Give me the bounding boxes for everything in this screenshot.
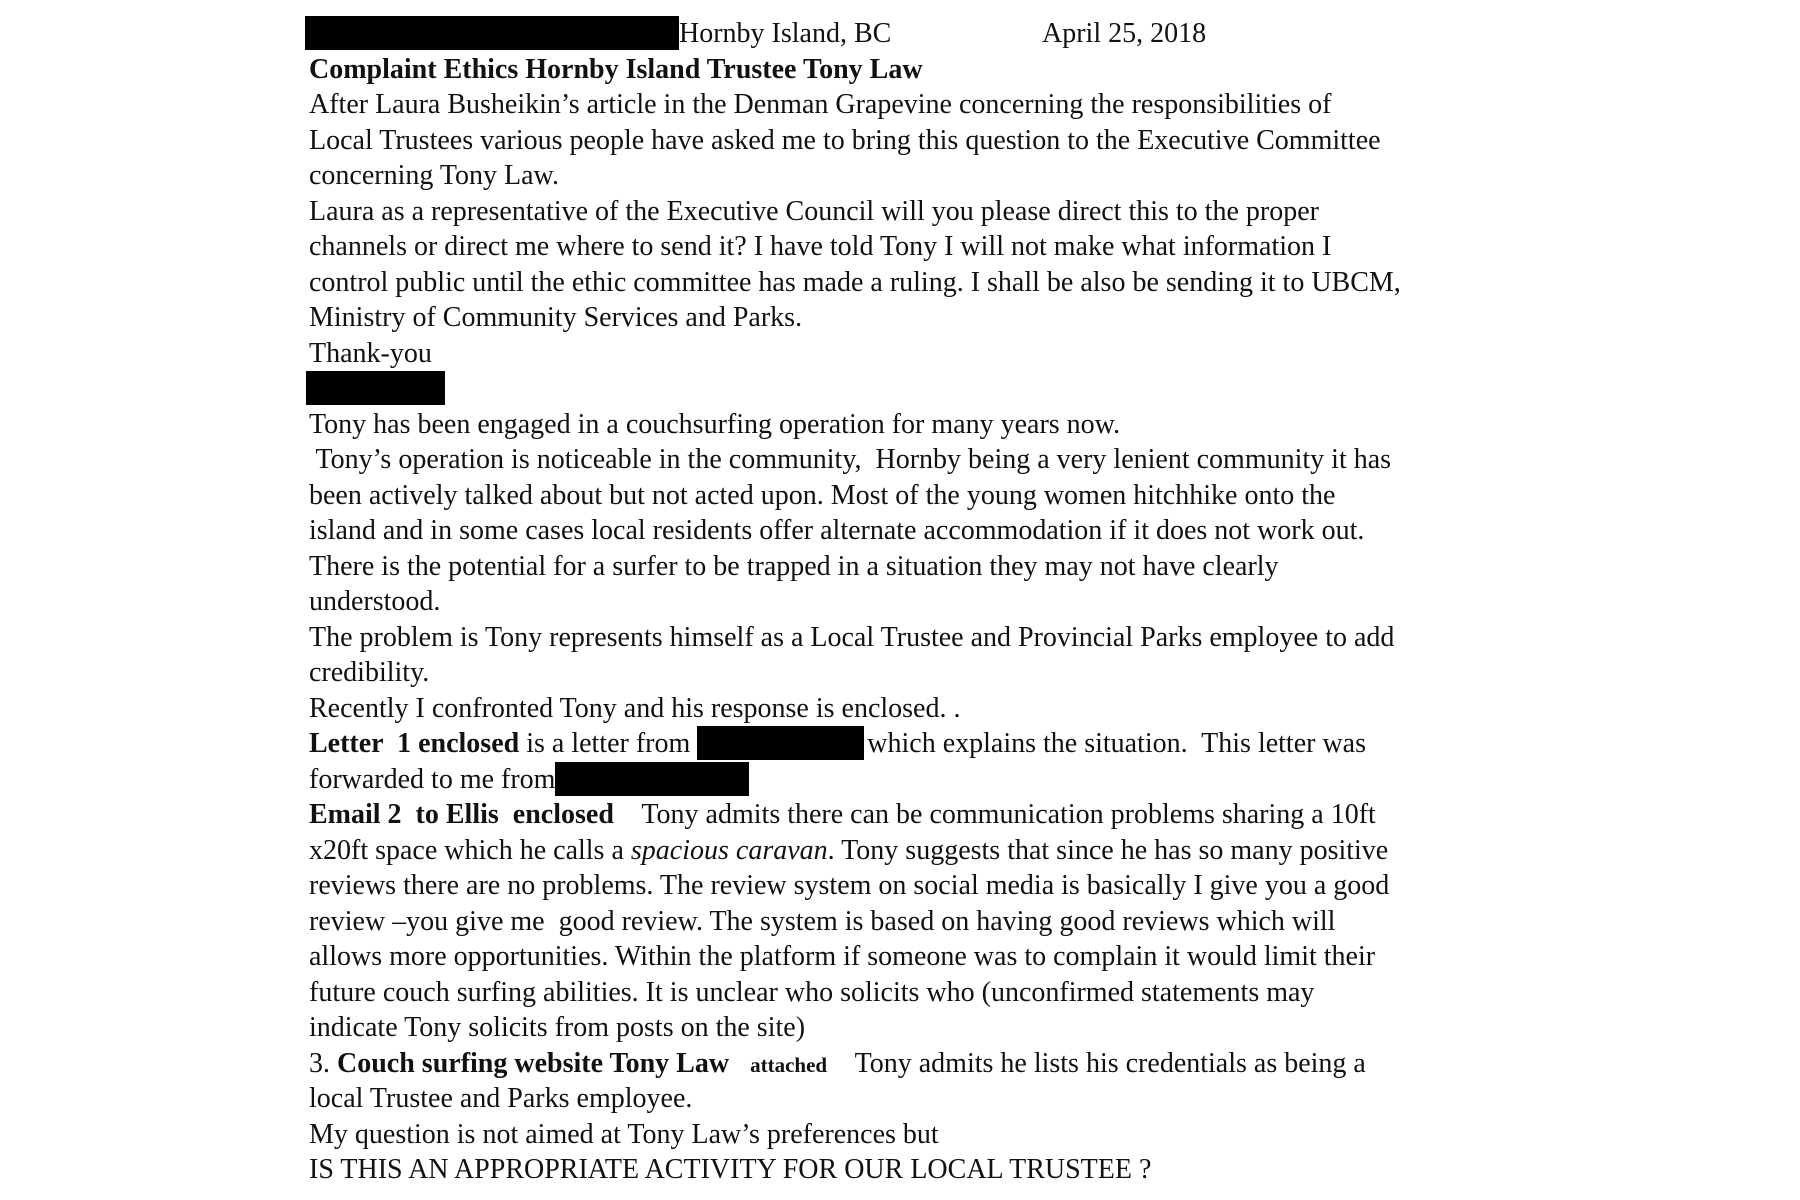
intro-line: Thank-you <box>309 337 432 369</box>
redaction-bar <box>697 726 864 760</box>
intro-line: concerning Tony Law. <box>309 160 559 191</box>
header-line <box>309 16 1509 52</box>
body-line: Tony has been engaged in a couchsurfing operation for many years now. <box>309 408 1121 440</box>
intro-line: channels or direct me where to send it? I have told Tony I will not make what information I <box>309 231 1332 262</box>
redaction-bar <box>306 371 445 405</box>
redaction-bar <box>305 16 679 50</box>
email2-line: future couch surfing abilities. It is unclear who solicits who (unconfirmed statements may <box>309 976 1315 1008</box>
email2-label: Email 2 to Ellis enclosed <box>309 799 614 830</box>
letter1-label: Letter 1 enclosed <box>309 728 520 759</box>
intro-line: After Laura Busheikin’s article in the Denman Grapevine concerning the responsibilities of <box>309 89 1332 120</box>
email2-text: . Tony suggests that since he has so many positive <box>827 834 1389 866</box>
header-date: April 25, 2018 <box>1042 18 1207 49</box>
body-line: credibility. <box>309 657 430 688</box>
email2-line <box>309 797 1509 833</box>
body-line: been actively talked about but not acted upon. Most of the young women hitchhike onto the <box>309 479 1336 511</box>
body-line: Recently I confronted Tony and his response is enclosed. . <box>309 692 961 724</box>
letter1-text: which explains the situation. This letter was <box>867 728 1367 759</box>
item3-line: local Trustee and Parks employee. <box>309 1083 693 1114</box>
email2-line: indicate Tony solicits from posts on the site) <box>309 1012 806 1043</box>
item3-line <box>309 1046 1509 1082</box>
header-location: Hornby Island, BC <box>679 18 892 49</box>
letter1-text: is a letter from <box>519 728 698 759</box>
intro-line: Laura as a representative of the Executive Council will you please direct this to the proper <box>309 195 1319 227</box>
email2-line <box>309 833 1509 869</box>
intro-line: Ministry of Community Services and Parks. <box>309 302 803 333</box>
body-line: The problem is Tony represents himself as a Local Trustee and Provincial Parks employee to add <box>309 621 1395 653</box>
closing-line: IS THIS AN APPROPRIATE ACTIVITY FOR OUR LOCAL TRUSTEE ? <box>309 1154 1152 1185</box>
item3-text: Tony admits he lists his credentials as being a <box>827 1047 1366 1079</box>
signature-line <box>309 371 1509 407</box>
intro-line: control public until the ethic committee has made a ruling. I shall be also be sending it to UBCM, <box>309 266 1401 298</box>
body-line: understood. <box>309 586 441 617</box>
closing-line: My question is not aimed at Tony Law’s preferences but <box>309 1118 939 1150</box>
letter1-text: forwarded to me from <box>309 763 556 795</box>
item3-number: 3. <box>309 1047 337 1079</box>
email2-text: x20ft space which he calls a <box>309 834 631 866</box>
item3-attached: attached <box>750 1052 828 1077</box>
item3-label: Couch surfing website Tony Law <box>337 1047 730 1079</box>
letter1-line <box>309 762 1509 798</box>
document-page <box>309 16 1509 1188</box>
body-line: There is the potential for a surfer to be trapped in a situation they may not have clearly <box>309 550 1279 582</box>
intro-line: Local Trustees various people have asked me to bring this question to the Executive Committee <box>309 124 1381 156</box>
letter1-line <box>309 726 1509 762</box>
redaction-bar <box>555 762 749 796</box>
email2-line: allows more opportunities. Within the platform if someone was to complain it would limit their <box>309 941 1376 972</box>
body-line: Tony’s operation is noticeable in the community, Hornby being a very lenient community it has <box>309 444 1392 475</box>
email2-line: reviews there are no problems. The review system on social media is basically I give you a good <box>309 870 1390 901</box>
body-line: island and in some cases local residents offer alternate accommodation if it does not work out. <box>309 515 1365 546</box>
email2-text: Tony admits there can be communication problems sharing a 10ft <box>613 799 1376 830</box>
email2-line: review –you give me good review. The system is based on having good reviews which will <box>309 905 1336 937</box>
document-title: Complaint Ethics Hornby Island Trustee Tony Law <box>309 53 923 85</box>
email2-italic: spacious caravan <box>630 834 828 866</box>
